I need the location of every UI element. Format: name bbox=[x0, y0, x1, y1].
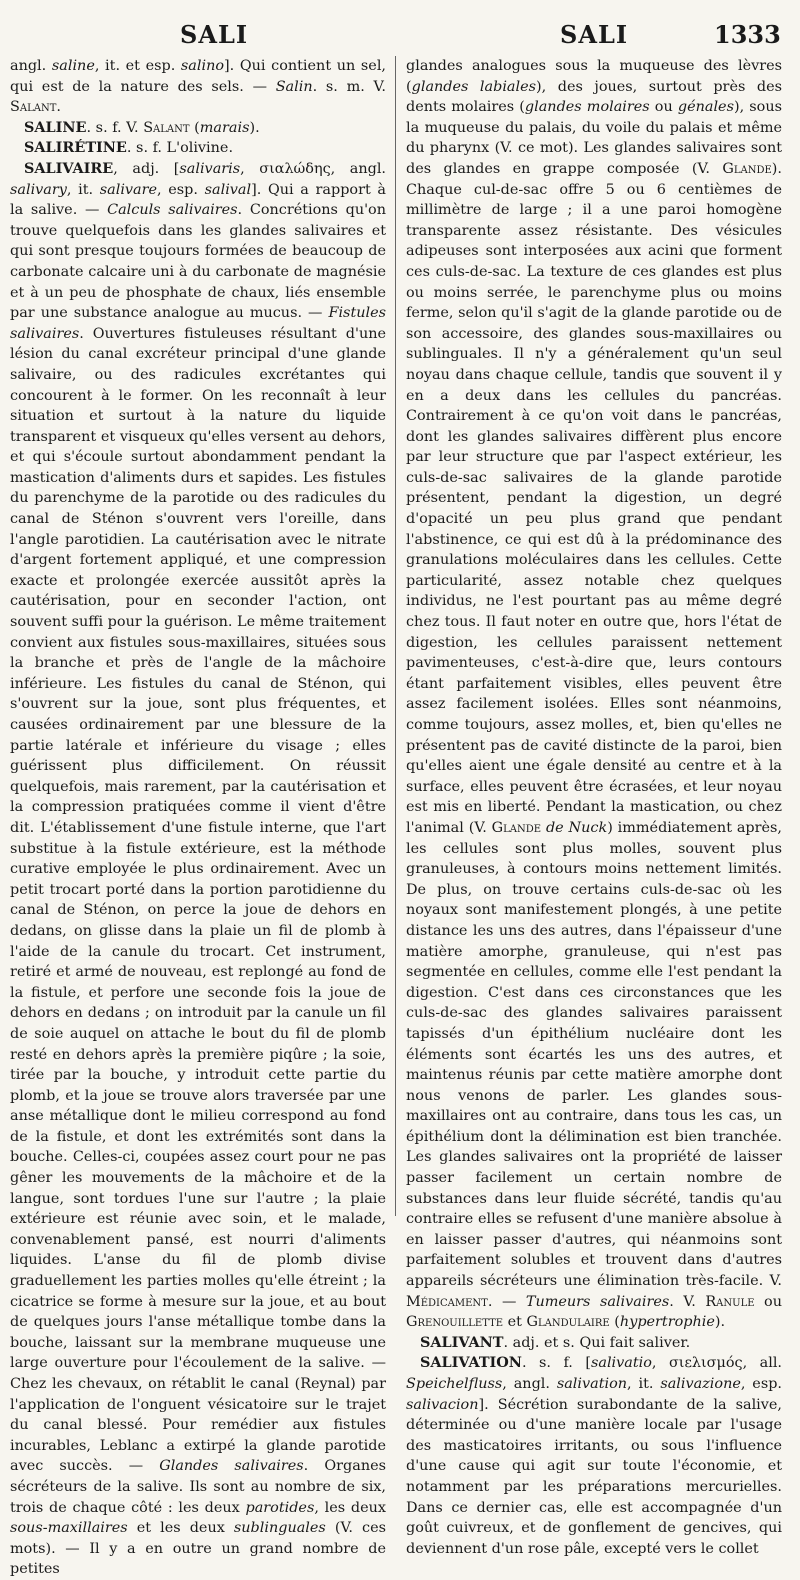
italic-term: salivare bbox=[99, 181, 158, 198]
entry-headword: SALIRÉTINE bbox=[24, 139, 127, 157]
text-run: ]. Qui contient un sel, qui est de la nature des sels. — bbox=[10, 58, 386, 95]
italic-term: marais bbox=[199, 119, 250, 136]
right-column bbox=[406, 56, 782, 1557]
paragraph bbox=[10, 159, 386, 1580]
text-run: . V. bbox=[669, 1293, 706, 1310]
left-column bbox=[10, 56, 386, 1578]
italic-term: salivazione bbox=[660, 1376, 741, 1392]
text-run: . s. f. [ bbox=[521, 1355, 591, 1372]
text-run: Salant bbox=[10, 99, 57, 116]
text-run: ) immédiatement après, les cellules sont plus molles, souvent plus granuleuses, à contours moins nettement limités. De plus, on trouve certains culs-de-sac où les noyaux sont manifestement plongés, à une petite distance les uns des autres, dans l'épaisseur d'une matière amorphe, granuleuse, qui n'est pas segmentée en cellules, comme elle l'est pendant la digestion. C'est dans ces circonstances que les culs-de-sac des glandes salivaires paraissent tapissés d'un épithélium nucléaire dont les éléments sont écartés les uns des autres, et maintenus réunis par cette matière amorphe dont nous venons de parler. Les glandes sous-maxillaires ont au contraire, dans tous les cas, un épithélium dont la délimination est bien tranchée. Les glandes salivaires ont la propriété de laisser passer facilement un certain nombre de substances dans leur fluide sécrété, tandis qu'au contraire elles se refusent d'une manière absolue à en laisser passer d'autres, qui néanmoins sont parfaitement solubles et trouvent dans d'autres appareils sécréteurs une élimination très-facile. V. bbox=[406, 819, 782, 1290]
italic-term: salino bbox=[180, 58, 225, 74]
paragraph bbox=[10, 118, 386, 139]
italic-term: salivacion bbox=[406, 1396, 479, 1413]
italic-term: Glandes salivaires bbox=[159, 1458, 304, 1475]
paragraph bbox=[406, 56, 782, 1333]
text-run: . Organes sécréteurs de la salive. Ils sont au nombre de six, trois de chaque côté : les deux bbox=[10, 1458, 386, 1516]
italic-term: hypertrophie bbox=[619, 1314, 715, 1331]
paragraph bbox=[10, 138, 386, 159]
text-run: ]. Qui a rapport à la salive. — bbox=[10, 181, 386, 219]
text-run: . bbox=[56, 99, 61, 116]
italic-term: Calculs salivaires bbox=[107, 202, 238, 219]
text-run: , σιελισμός, all. bbox=[651, 1355, 782, 1372]
italic-term: sublinguales bbox=[233, 1520, 326, 1537]
text-run: , it. et esp. bbox=[94, 58, 181, 74]
text-run: ]. Sécrétion surabondante de la salive, déterminée ou d'une manière locale par l'usage des masticatoires irritants, ou sous l'influence d'une cause qui agit sur toute l'économie, et notamment par les préparations mercurielles. Dans ce dernier cas, elle est accompagnée d'un goût cuivreux, et de gonflement de gencives, qui deviennent d'un rose pâle, excepté vers le collet bbox=[406, 1396, 782, 1557]
italic-term: salivary bbox=[10, 181, 67, 198]
text-run: , angl. bbox=[502, 1376, 557, 1392]
italic-term: salival bbox=[204, 181, 252, 198]
paragraph bbox=[10, 56, 386, 118]
italic-term: Salin bbox=[275, 78, 313, 95]
entry-headword: SALIVATION bbox=[420, 1354, 522, 1372]
text-run: ou bbox=[754, 1293, 782, 1310]
text-run: (V. ces mots). — Il y a en outre un grand nombre de petites bbox=[10, 1520, 386, 1578]
text-run: Glande bbox=[722, 160, 772, 177]
running-header bbox=[0, 8, 800, 48]
text-run: Ranule bbox=[705, 1293, 755, 1310]
text-run: ), des joues, surtout près des dents molaires ( bbox=[406, 78, 782, 116]
text-run: . Ouvertures fistuleuses résultant d'une lésion du canal excréteur principal d'une glande salivaire, ou des radicules excrétantes qui concourent à le former. On les reconnaît à leur situation et surtout à la nature du liquide transparent et visqueux qu'elles versent au dehors, et qui s'écoule surtout abondamment pendant la mastication d'aliments durs et sapides. Les fistules du parenchyme de la parotide ou des radicules du canal de Sténon s'ouvrent vers l'oreille, dans l'angle parotidien. La cautérisation avec le nitrate d'argent fortement appliqué, et une compression exacte et prolongée exercée aussitôt après la cautérisation, pour en seconder l'action, ont souvent suffi pour la guérison. Le même traitement convient aux fistules sous-maxillaires, situées sous la branche et près de l'angle de la mâchoire inférieure. Les fistules du canal de Sténon, qui s'ouvrent sur la joue, sont plus fréquentes, et causées ordinairement par une blessure de la partie latérale et inférieure du visage ; elles guérissent plus difficilement. On réussit quelquefois, mais rarement, par la cautérisation et la compression pratiquées comme il vient d'être dit. L'établissement d'une fistule interne, que l'art substitue à la fistule extérieure, est la méthode curative employée le plus ordinairement. Avec un petit trocart porté dans la portion parotidienne du canal de Sténon, on perce la joue de dehors en dedans, on glisse dans la plaie un fil de plomb à l'aide de la canule du trocart. Cet instrument, retiré et armé de nouveau, est replongé au fond de la fistule, et perfore une seconde fois la joue de dehors en dedans ; on introduit par la canule un fil de soie auquel on attache le bout du fil de plomb resté en dehors après la première piqûre ; la soie, tirée par la bouche, y introduit cette partie du plomb, et la joue se trouve alors traversée par une anse métallique dont le milieu correspond au fond de la fistule, et dont les extrémités sont dans la bouche. Celles-ci, coupées assez court pour ne pas gêner les mouvements de la mâchoire et de la langue, sont tordues l'une sur l'autre ; la plaie extérieure est réunie avec soin, et le malade, convenablement pansé, est nourri d'aliments liquides. L'anse du fil de plomb divise graduellement les parties molles qu'elle étreint ; la cicatrice se forme à mesure sur la joue, et au bout de quelques jours l'anse métallique tombe dans la bouche, laissant sur la membrane muqueuse une large ouverture pour l'écoulement de la salive. — Chez les chevaux, on rétablit le canal (Reynal) par l'application de l'onguent vésicatoire sur le trajet du canal blessé. Pour remédier aux fistules incurables, Leblanc a extirpé la glande parotide avec succès. — bbox=[10, 325, 386, 1475]
paragraph bbox=[406, 1353, 782, 1559]
italic-term: Tumeurs salivaires bbox=[525, 1293, 670, 1310]
text-run: Glandulaire bbox=[526, 1314, 610, 1331]
text-run: ou bbox=[649, 99, 678, 116]
page-number: 1333 bbox=[714, 20, 781, 49]
paragraph bbox=[406, 1333, 782, 1354]
text-run: ( bbox=[609, 1314, 620, 1331]
text-run: , it. bbox=[66, 181, 100, 198]
text-run: . s. m. V. bbox=[312, 78, 386, 95]
text-run: et les deux bbox=[127, 1520, 234, 1537]
italic-term: salivation bbox=[556, 1376, 628, 1392]
text-run: , adj. [ bbox=[113, 160, 180, 177]
text-run: . Concrétions qu'on trouve quelquefois dans les glandes salivaires et qui sont presque toujours formées de beaucoup de carbonate calcaire uni à du carbonate de magnésie et à un peu de phosphate de chaux, liés ensemble par une substance analogue au mucus. — bbox=[10, 202, 386, 322]
italic-term: parotides bbox=[245, 1499, 315, 1516]
text-run: glandes analogues sous la muqueuse des lèvres ( bbox=[406, 58, 782, 95]
text-run: Salant bbox=[143, 119, 190, 136]
italic-term: génales bbox=[677, 99, 734, 116]
text-run: et bbox=[503, 1314, 527, 1331]
text-run: Grenouillette bbox=[406, 1314, 504, 1331]
column-divider bbox=[395, 56, 396, 1216]
italic-term: saline bbox=[51, 58, 95, 74]
text-run: . — bbox=[487, 1293, 526, 1310]
text-run: . s. f. L'olivine. bbox=[126, 140, 234, 157]
italic-term: glandes molaires bbox=[524, 99, 650, 116]
text-run: , esp. bbox=[740, 1376, 782, 1392]
text-run: Médicament bbox=[406, 1293, 488, 1310]
text-run: ). Chaque cul-de-sac offre 5 ou 6 centièmes de millimètre de large ; il a une paroi homogène transparente assez résistante. Des vésicules adipeuses sont interposées aux acini que forment ces culs-de-sac. La texture de ces glandes est plus ou moins serrée, le parenchyme plus ou moins ferme, selon qu'il s'agit de la glande parotide ou de son accessoire, des glandes sous-maxillaires ou sublinguales. Il n'y a généralement qu'un seul noyau dans chaque cellule, tandis que souvent il y en a deux dans les cellules du pancréas. Contrairement à ce qu'on voit dans le pancréas, dont les glandes salivaires diffèrent plus encore par leur structure que par l'aspect extérieur, les culs-de-sac salivaires de la glande parotide présentent, pendant la digestion, un degré d'opacité un peu plus grand que pendant l'abstinence, ce qui est dû à la prédominance des granulations moléculaires dans les cellules. Cette particularité, assez notable chez quelques individus, ne l'est pourtant pas au même degré chez tous. Il faut noter en outre que, hors l'état de digestion, les cellules paraissent nettement pavimenteuses, c'est-à-dire que, leurs contours étant parfaitement visibles, elles peuvent être assez facilement isolées. Elles sont néanmoins, comme toujours, assez molles, et, bien qu'elles ne présentent pas de cavité distincte de la paroi, bien qu'elles aient une égale densité au centre et à la surface, elles peuvent être écrasées, et leur noyau est mis en liberté. Pendant la mastication, ou chez l'animal (V. bbox=[406, 160, 782, 836]
text-run: . s. f. V. bbox=[86, 119, 144, 136]
entry-headword: SALIVANT bbox=[420, 1333, 504, 1351]
text-run: Glande bbox=[491, 819, 542, 836]
text-run: ). bbox=[714, 1314, 726, 1331]
italic-term: salivaris bbox=[179, 160, 241, 177]
italic-term: Fistules salivaires bbox=[10, 305, 386, 342]
italic-term: sous-maxillaires bbox=[10, 1520, 128, 1537]
text-run: , σιαλώδης, angl. bbox=[240, 160, 386, 177]
text-run: angl. bbox=[10, 58, 52, 74]
text-run: , les deux bbox=[314, 1499, 386, 1516]
italic-term: salivatio bbox=[590, 1355, 652, 1372]
text-run: , esp. bbox=[157, 181, 205, 198]
italic-term: glandes labiales bbox=[411, 78, 537, 95]
header-right-title: SALI bbox=[560, 20, 629, 49]
italic-term: de Nuck bbox=[545, 819, 608, 836]
entry-headword: SALINE bbox=[24, 118, 87, 136]
italic-term: Speichelfluss bbox=[406, 1376, 503, 1392]
text-run: ( bbox=[189, 119, 200, 136]
text-run: , it. bbox=[627, 1376, 661, 1392]
header-left-title: SALI bbox=[180, 20, 249, 49]
text-run: ). bbox=[249, 119, 260, 136]
text-run: ), sous la muqueuse du palais, du voile du palais et même du pharynx (V. ce mot). Les glandes salivaires sont des glandes en grappe composée (V. bbox=[406, 99, 782, 177]
entry-headword: SALIVAIRE bbox=[24, 159, 114, 177]
text-run: . adj. et s. Qui fait saliver. bbox=[503, 1334, 691, 1351]
